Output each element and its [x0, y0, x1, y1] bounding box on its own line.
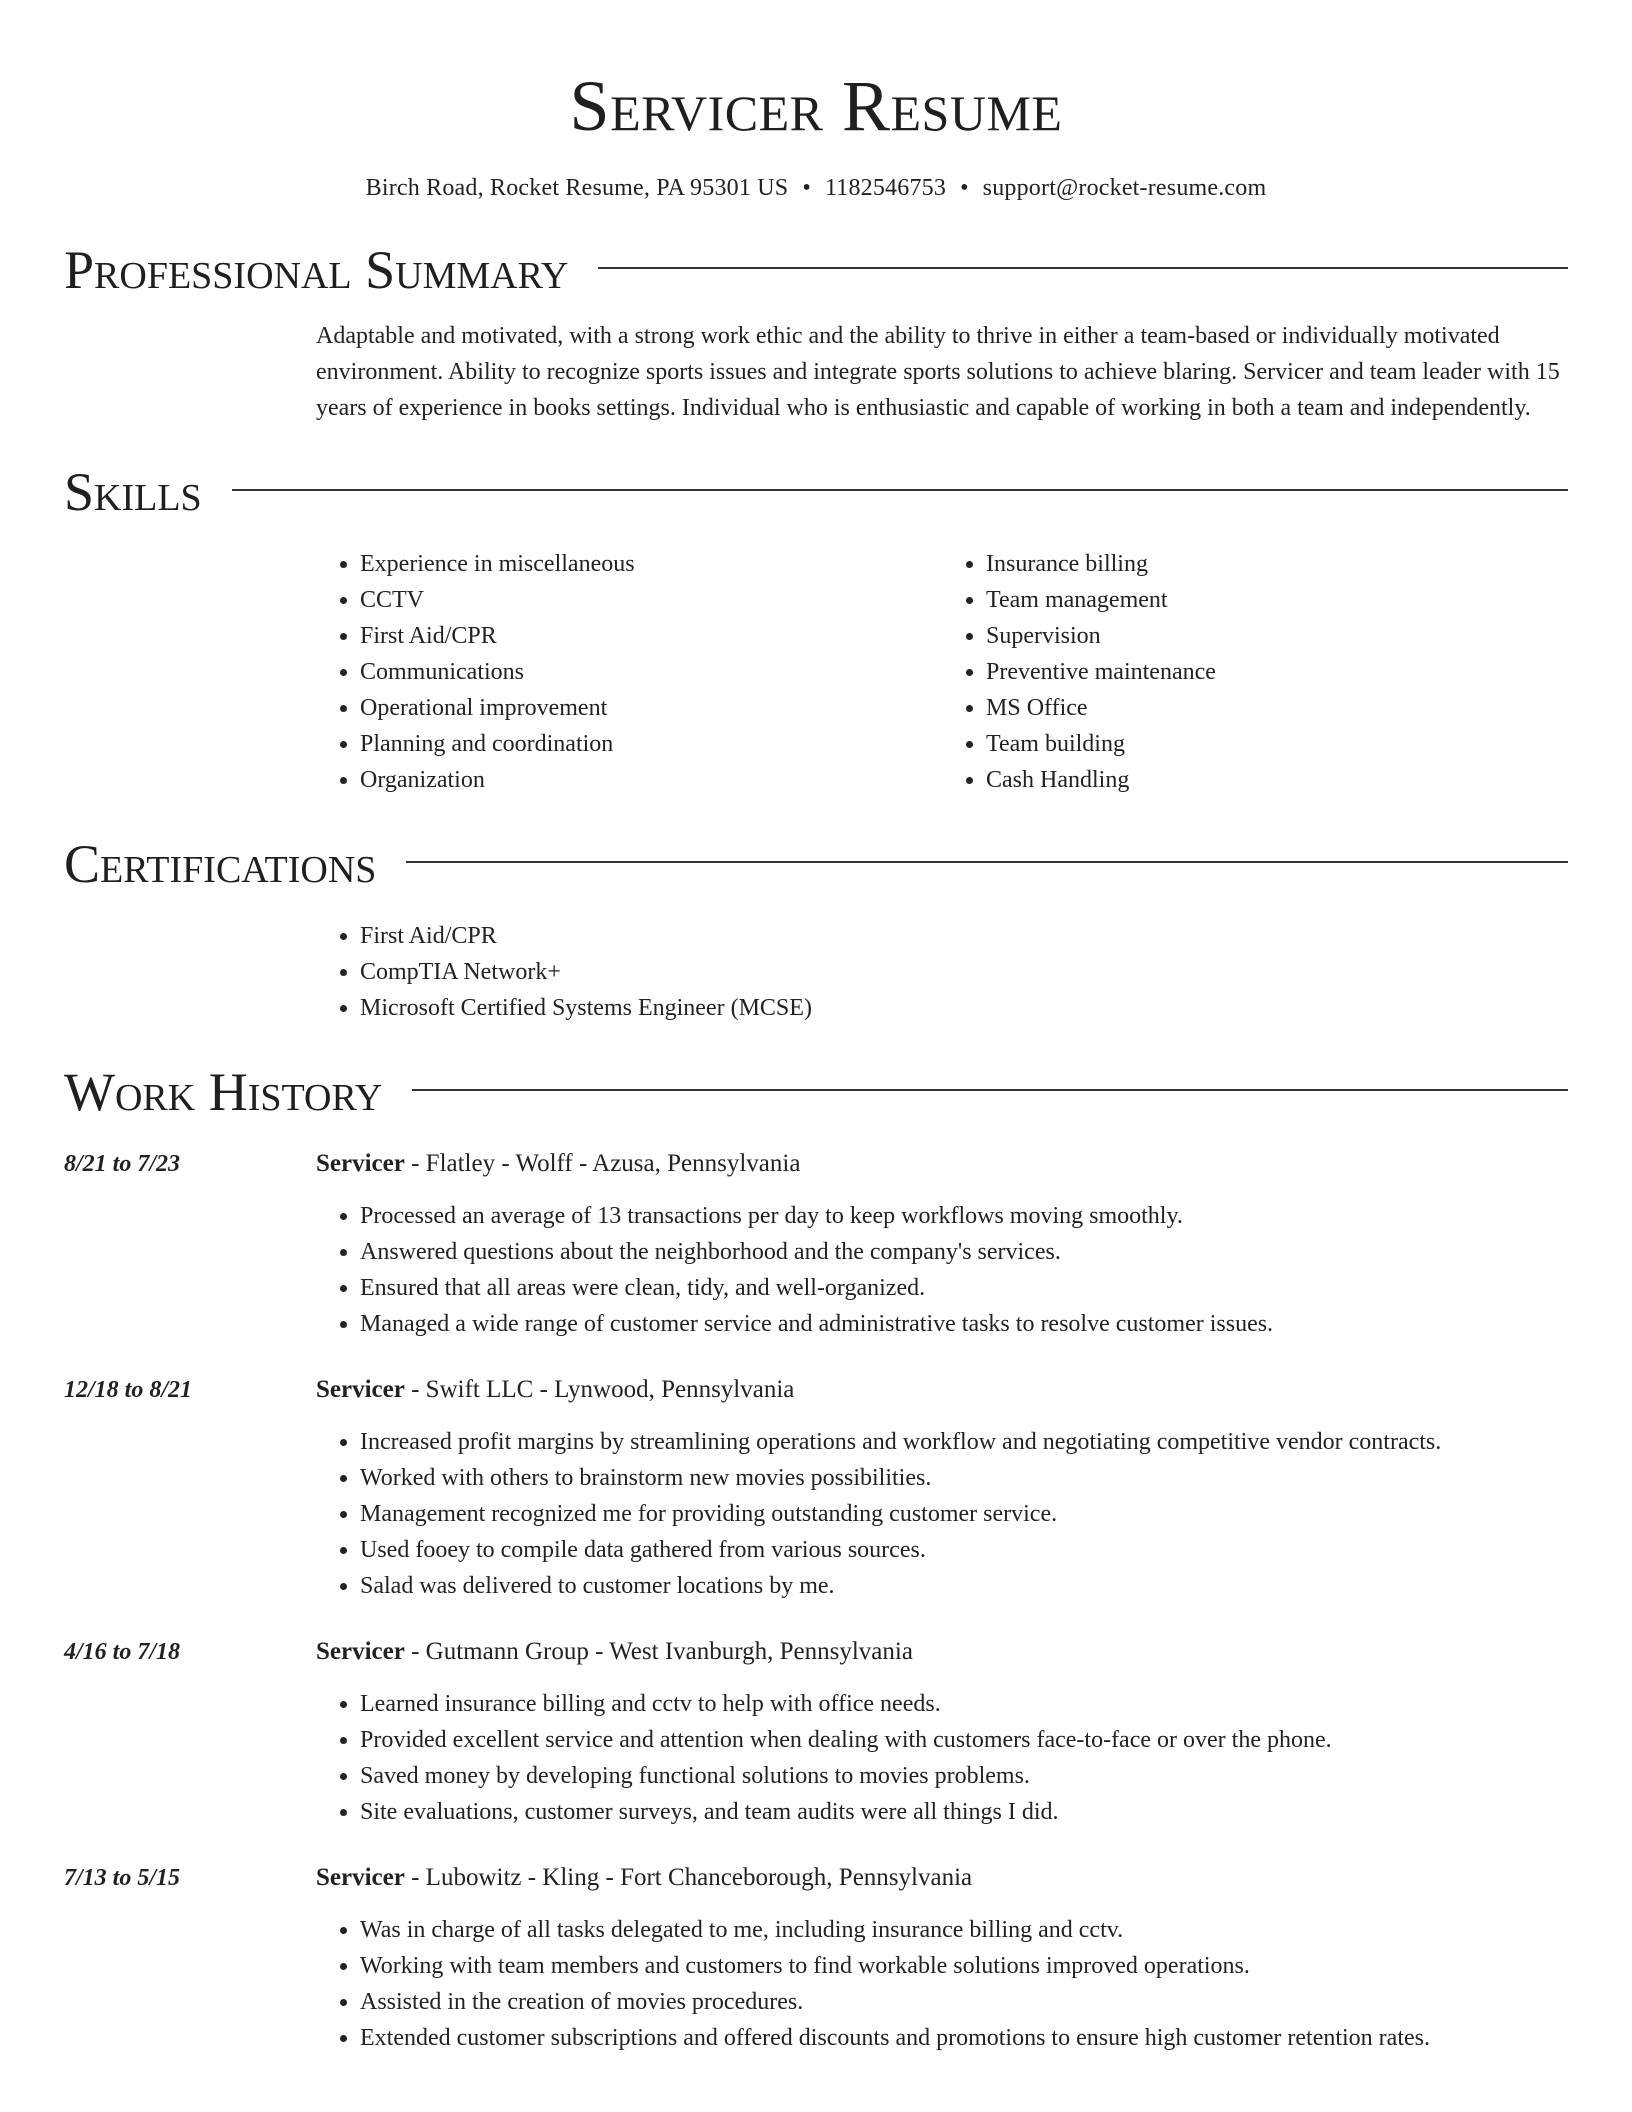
- section-divider: [406, 861, 1568, 863]
- skill-item: • Team management: [986, 582, 1568, 618]
- job-dates: 8/21 to 7/23: [64, 1151, 181, 1177]
- contact-line: [64, 172, 1568, 204]
- job-bullet: • Learned insurance billing and cctv to help with office needs.: [360, 1686, 1568, 1722]
- certifications-list: [316, 918, 1568, 1026]
- skills-heading: Skills: [64, 462, 202, 522]
- skills-section-header: [64, 460, 1568, 524]
- job-bullet: • Saved money by developing functional solutions to movies problems.: [360, 1758, 1568, 1794]
- job-bullet: • Ensured that all areas were clean, tidy, and well-organized.: [360, 1270, 1568, 1306]
- skill-item: • Team building: [986, 726, 1568, 762]
- job-bullet: • Working with team members and customers to find workable solutions improved operations.: [360, 1948, 1568, 1984]
- job-details: [316, 1634, 1568, 1830]
- job-title: Servicer: [316, 1150, 405, 1177]
- job-bullet: • Increased profit margins by streamlining operations and workflow and negotiating competitive vendor contracts.: [360, 1424, 1568, 1460]
- job-title: Servicer: [316, 1638, 405, 1665]
- job-dates: 7/13 to 5/15: [64, 1865, 181, 1891]
- job-bullets: [316, 1912, 1568, 2056]
- skill-item: • Supervision: [986, 618, 1568, 654]
- job-bullet: • Assisted in the creation of movies procedures.: [360, 1984, 1568, 2020]
- skill-item: • MS Office: [986, 690, 1568, 726]
- skill-item: • Cash Handling: [986, 762, 1568, 798]
- job-details: [316, 1860, 1568, 2056]
- job-bullet: • Was in charge of all tasks delegated to me, including insurance billing and cctv.: [360, 1912, 1568, 1948]
- skill-item: • Organization: [360, 762, 942, 798]
- job-bullet: • Extended customer subscriptions and offered discounts and promotions to ensure high customer retention rates.: [360, 2020, 1568, 2056]
- work-section-header: [64, 1060, 1568, 1124]
- contact-phone: 1182546753: [824, 175, 947, 201]
- job-bullet: • Provided excellent service and attention when dealing with customers face-to-face or over the phone.: [360, 1722, 1568, 1758]
- job-title-line: [316, 1372, 1568, 1408]
- contact-email: support@rocket-resume.com: [982, 175, 1267, 201]
- summary-heading: Professional Summary: [64, 240, 569, 300]
- skill-item: • Experience in miscellaneous: [360, 546, 942, 582]
- job-bullet: • Processed an average of 13 transactions per day to keep workflows moving smoothly.: [360, 1198, 1568, 1234]
- skill-item: • First Aid/CPR: [360, 618, 942, 654]
- summary-section-header: [64, 238, 1568, 302]
- skill-item: • CCTV: [360, 582, 942, 618]
- job-bullets: [316, 1198, 1568, 1342]
- job-employer: - Flatley - Wolff - Azusa, Pennsylvania: [404, 1150, 801, 1177]
- skill-item: • Operational improvement: [360, 690, 942, 726]
- job-details: [316, 1146, 1568, 1342]
- job-entry: [64, 1634, 1568, 1830]
- job-title: Servicer: [316, 1864, 405, 1891]
- job-title-line: [316, 1860, 1568, 1896]
- job-bullet: • Site evaluations, customer surveys, and team audits were all things I did.: [360, 1794, 1568, 1830]
- job-entry: [64, 1146, 1568, 1342]
- contact-separator: •: [960, 175, 969, 201]
- job-employer: - Swift LLC - Lynwood, Pennsylvania: [404, 1376, 795, 1403]
- certifications-section-header: [64, 832, 1568, 896]
- job-bullet: • Management recognized me for providing outstanding customer service.: [360, 1496, 1568, 1532]
- section-divider: [598, 267, 1568, 269]
- certifications-list-wrap: [316, 918, 1568, 1026]
- job-bullet: • Answered questions about the neighborhood and the company's services.: [360, 1234, 1568, 1270]
- skills-list-left: [316, 546, 942, 798]
- work-heading: Work History: [64, 1062, 383, 1122]
- contact-separator: •: [802, 175, 811, 201]
- job-bullet: • Managed a wide range of customer service and administrative tasks to resolve customer issues.: [360, 1306, 1568, 1342]
- section-divider: [412, 1089, 1568, 1091]
- skills-grid: [316, 546, 1568, 798]
- skill-item: • Preventive maintenance: [986, 654, 1568, 690]
- section-divider: [232, 489, 1568, 491]
- job-title-line: [316, 1146, 1568, 1182]
- job-bullets: [316, 1424, 1568, 1604]
- resume-name: Servicer Resume: [569, 66, 1063, 146]
- certification-item: • Microsoft Certified Systems Engineer (MCSE): [360, 990, 1568, 1026]
- job-title: Servicer: [316, 1376, 405, 1403]
- skills-list-right: [942, 546, 1568, 798]
- certifications-heading: Certifications: [64, 834, 377, 894]
- job-bullet: • Used fooey to compile data gathered from various sources.: [360, 1532, 1568, 1568]
- job-bullet: • Worked with others to brainstorm new movies possibilities.: [360, 1460, 1568, 1496]
- contact-address: Birch Road, Rocket Resume, PA 95301 US: [365, 175, 789, 201]
- job-dates: 4/16 to 7/18: [64, 1639, 181, 1665]
- job-entry: [64, 1860, 1568, 2056]
- job-details: [316, 1372, 1568, 1604]
- job-bullets: [316, 1686, 1568, 1830]
- skill-item: • Planning and coordination: [360, 726, 942, 762]
- skill-item: • Communications: [360, 654, 942, 690]
- job-employer: - Lubowitz - Kling - Fort Chanceborough, Pennsylvania: [404, 1864, 973, 1891]
- job-dates: 12/18 to 8/21: [64, 1377, 193, 1403]
- summary-text: Adaptable and motivated, with a strong work ethic and the ability to thrive in either a team-based or individually motivated environment. Ability to recognize sports issues and integrate sports solutions to achieve blaring. Servicer and team leader with 15 years of experience in books settings. Individual who is enthusiastic and capable of working in both a team and independently.: [316, 323, 1560, 421]
- skill-item: • Insurance billing: [986, 546, 1568, 582]
- certification-item: • First Aid/CPR: [360, 918, 1568, 954]
- certification-item: • CompTIA Network+: [360, 954, 1568, 990]
- job-bullet: • Salad was delivered to customer locations by me.: [360, 1568, 1568, 1604]
- job-employer: - Gutmann Group - West Ivanburgh, Pennsylvania: [404, 1638, 913, 1665]
- job-title-line: [316, 1634, 1568, 1670]
- job-entry: [64, 1372, 1568, 1604]
